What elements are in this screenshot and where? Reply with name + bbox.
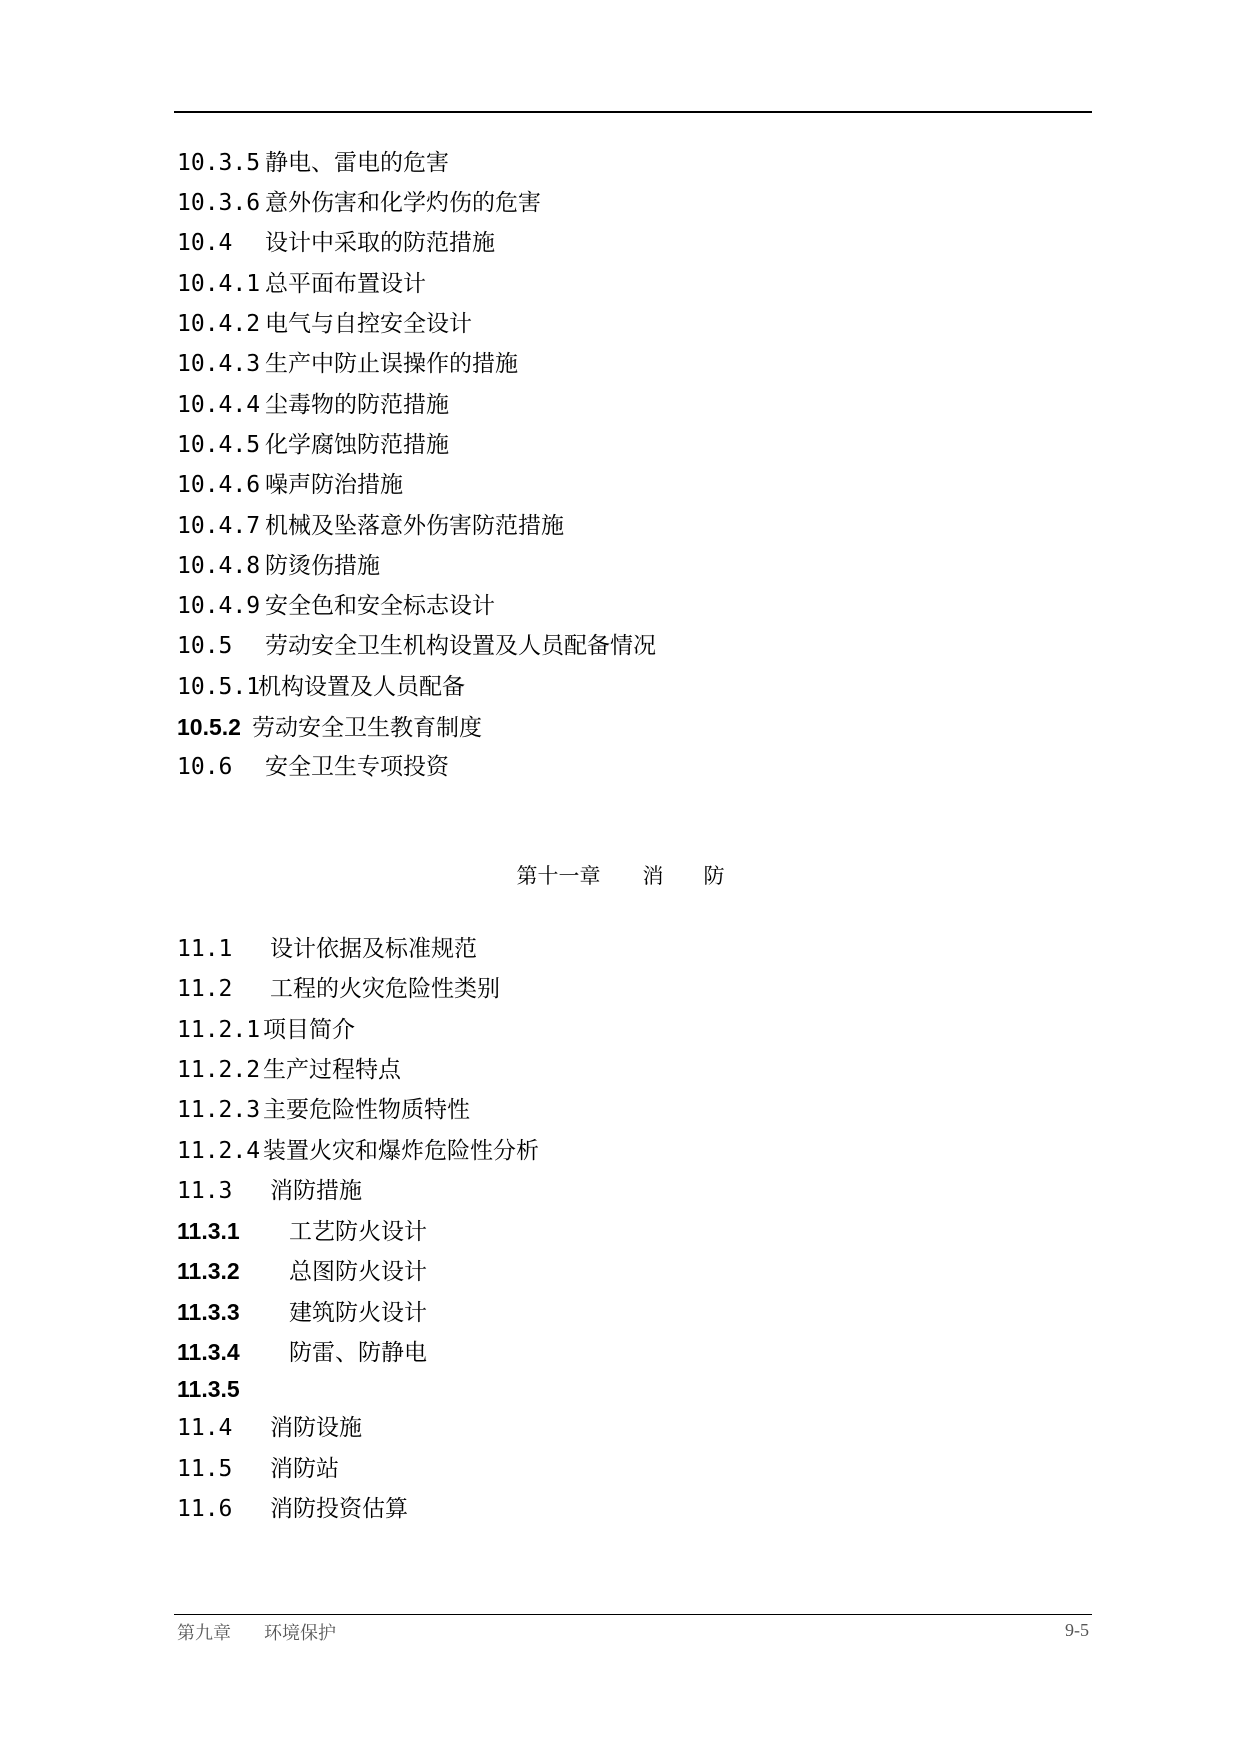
toc-title: 防烫伤措施: [265, 553, 380, 579]
toc-number: 10.4: [177, 230, 233, 256]
toc-entry[interactable]: [177, 1133, 539, 1169]
toc-entry[interactable]: [177, 387, 449, 423]
toc-entry[interactable]: [177, 1213, 427, 1249]
toc-entry[interactable]: [177, 427, 449, 463]
toc-entry[interactable]: [177, 1294, 427, 1330]
toc-title: 装置火灾和爆炸危险性分析: [263, 1138, 539, 1164]
page-number: 9-5: [1065, 1620, 1089, 1640]
toc-number: 11.2.2: [177, 1057, 261, 1083]
toc-entry[interactable]: [177, 1012, 355, 1048]
footer-chapter: [177, 1619, 336, 1645]
toc-entry[interactable]: [177, 185, 541, 221]
toc-title: 意外伤害和化学灼伤的危害: [265, 190, 541, 216]
toc-entry[interactable]: [177, 931, 477, 967]
toc-entry[interactable]: [177, 266, 426, 302]
toc-title: 消防设施: [270, 1415, 362, 1441]
toc-number: 10.4.2: [177, 311, 261, 337]
toc-entry[interactable]: [177, 225, 495, 261]
toc-number: 11.2.1: [177, 1017, 261, 1043]
toc-number: 10.6: [177, 754, 233, 780]
toc-number: 10.3.6: [177, 190, 261, 216]
toc-number: 11.3.1: [177, 1218, 240, 1244]
toc-entry[interactable]: [177, 628, 656, 664]
toc-number: 10.5.2: [177, 714, 241, 740]
toc-entry[interactable]: [177, 1410, 362, 1446]
toc-number: 10.5: [177, 633, 233, 659]
toc-entry[interactable]: [177, 588, 495, 624]
footer-rule: [174, 1614, 1092, 1615]
toc-title: 尘毒物的防范措施: [265, 392, 449, 418]
toc-number: 11.3.2: [177, 1258, 240, 1284]
toc-title: 项目简介: [263, 1017, 355, 1043]
toc-title: 噪声防治措施: [265, 472, 403, 498]
toc-number: 11.3.4: [177, 1339, 240, 1365]
toc-number: 10.4.5: [177, 432, 261, 458]
toc-entry[interactable]: [177, 1491, 408, 1527]
toc-title: 总平面布置设计: [265, 271, 426, 297]
toc-entry[interactable]: [177, 1371, 289, 1407]
toc-number: 10.4.9: [177, 593, 261, 619]
toc-title: 设计中采取的防范措施: [265, 230, 495, 256]
toc-entry[interactable]: [177, 749, 449, 785]
toc-title: 工艺防火设计: [289, 1219, 427, 1245]
toc-title: 生产中防止误操作的措施: [265, 351, 518, 377]
toc-number: 10.4.4: [177, 392, 261, 418]
toc-title: 机构设置及人员配备: [258, 674, 465, 700]
toc-title: 消防投资估算: [270, 1496, 408, 1522]
toc-number: 11.6: [177, 1496, 233, 1522]
toc-entry[interactable]: [177, 1092, 470, 1128]
toc-title: 化学腐蚀防范措施: [265, 432, 449, 458]
toc-number: 11.3.5: [177, 1376, 240, 1402]
toc-number: 10.4.3: [177, 351, 261, 377]
header-rule: [174, 111, 1092, 113]
toc-number: 11.2.3: [177, 1097, 261, 1123]
footer-chapter-title: 环境保护: [264, 1623, 336, 1644]
toc-title: 总图防火设计: [289, 1259, 427, 1285]
toc-entry[interactable]: [177, 1334, 427, 1370]
toc-number: 10.3.5: [177, 150, 261, 176]
toc-number: 10.4.1: [177, 271, 261, 297]
footer-chapter-number: 第九章: [177, 1623, 231, 1644]
chapter-title-char: 防: [703, 864, 725, 888]
toc-entry[interactable]: [177, 1451, 339, 1487]
toc-number: 10.4.6: [177, 472, 261, 498]
toc-number: 11.1: [177, 936, 233, 962]
toc-title: 建筑防火设计: [289, 1300, 427, 1326]
toc-number: 10.4.7: [177, 513, 261, 539]
toc-title: 设计依据及标准规范: [270, 936, 477, 962]
toc-title: 静电、雷电的危害: [265, 150, 449, 176]
toc-title: 劳动安全卫生教育制度: [252, 715, 482, 741]
toc-title: 安全卫生专项投资: [265, 754, 449, 780]
toc-entry[interactable]: [177, 145, 449, 181]
chapter-title-char: 消: [642, 864, 664, 888]
toc-entry[interactable]: [177, 1253, 427, 1289]
toc-entry[interactable]: [177, 669, 465, 705]
toc-number: 11.3.3: [177, 1299, 240, 1325]
toc-number: 11.3: [177, 1178, 233, 1204]
toc-title: 生产过程特点: [263, 1057, 401, 1083]
toc-entry[interactable]: [177, 1173, 362, 1209]
toc-number: 11.2.4: [177, 1138, 261, 1164]
toc-entry[interactable]: [177, 306, 472, 342]
toc-title: 消防站: [270, 1456, 339, 1482]
toc-number: 10.5.1: [177, 674, 261, 700]
toc-entry[interactable]: [177, 346, 518, 382]
toc-entry[interactable]: [177, 1052, 401, 1088]
toc-title: 主要危险性物质特性: [263, 1097, 470, 1123]
toc-title: 机械及坠落意外伤害防范措施: [265, 513, 564, 539]
toc-title: 电气与自控安全设计: [265, 311, 472, 337]
toc-title: 工程的火灾危险性类别: [270, 976, 500, 1002]
toc-entry[interactable]: [177, 709, 482, 745]
toc-number: 11.2: [177, 976, 233, 1002]
toc-title: 消防措施: [270, 1178, 362, 1204]
toc-number: 10.4.8: [177, 553, 261, 579]
toc-entry[interactable]: [177, 508, 564, 544]
toc-title: 安全色和安全标志设计: [265, 593, 495, 619]
toc-title: 劳动安全卫生机构设置及人员配备情况: [265, 633, 656, 659]
chapter-number: 第十一章: [516, 864, 601, 888]
chapter-heading: [0, 858, 1241, 894]
toc-entry[interactable]: [177, 971, 500, 1007]
toc-title: 防雷、防静电: [289, 1340, 427, 1366]
toc-number: 11.5: [177, 1456, 233, 1482]
toc-entry[interactable]: [177, 548, 380, 584]
toc-number: 11.4: [177, 1415, 233, 1441]
toc-entry[interactable]: [177, 467, 403, 503]
